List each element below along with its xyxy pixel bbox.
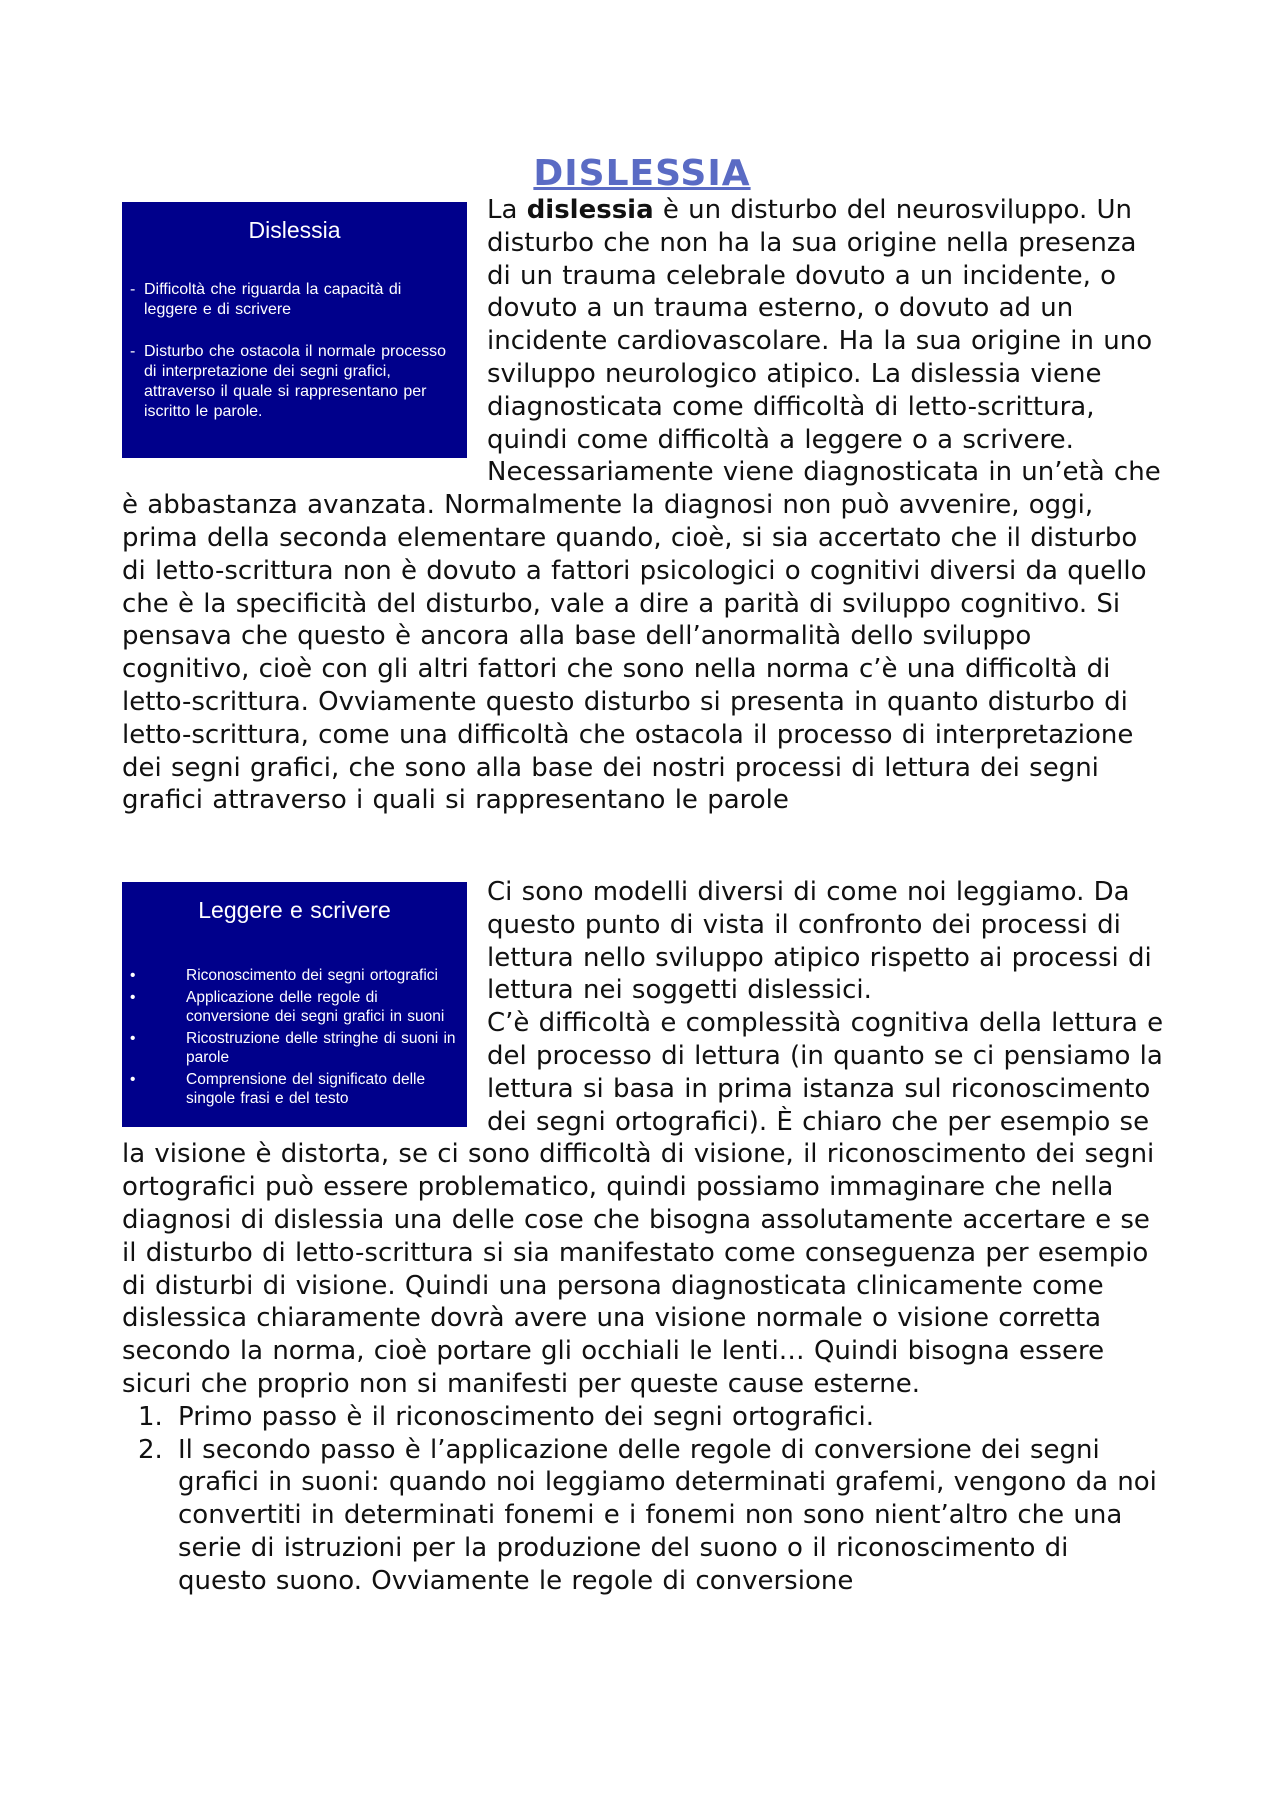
slide-bullet-text: Applicazione delle regole di conversione dei segni grafici in suoni <box>186 988 445 1025</box>
slide-title: Dislessia <box>248 217 341 243</box>
section-leggere-scrivere <box>122 876 1164 1598</box>
slide-bullet-text: Ricostruzione delle stringhe di suoni in parole <box>186 1029 456 1066</box>
slide-title: Leggere e scrivere <box>198 897 391 923</box>
dash-bullet-icon: - <box>130 343 136 360</box>
slide-image-dislessia <box>122 202 467 458</box>
slide-bullet-item <box>130 280 459 320</box>
slide-bullet-item <box>130 1070 459 1109</box>
page-title-text: DISLESSIA <box>533 153 751 194</box>
slide-bullet-text: Difficoltà che riguarda la capacità di leggere e di scrivere <box>144 281 402 318</box>
section-dislessia <box>122 194 1164 817</box>
dot-bullet-icon: • <box>130 1029 136 1047</box>
list-item-number: 1. <box>138 1401 163 1432</box>
dot-bullet-icon: • <box>130 1070 136 1088</box>
slide-bullet-list <box>130 966 459 1109</box>
slide-bullet-text: Riconoscimento dei segni ortografici <box>186 967 438 984</box>
list-item <box>122 1434 1164 1598</box>
numbered-list <box>122 1401 1164 1598</box>
slide-image-leggere-scrivere <box>122 882 467 1127</box>
slide-bullet-item <box>130 966 459 986</box>
dot-bullet-icon: • <box>130 988 136 1006</box>
dot-bullet-icon: • <box>130 967 136 984</box>
paragraph-difficolta: C’è difficoltà e complessità cognitiva della lettura e del processo di lettura (in quanto se ci pensiamo la lettura si basa in prima istanza sul riconoscimento dei segni ortografici). È chiaro che per esempio se la visione è distorta, se ci sono difficoltà di visione, il riconoscimento dei segni ortografici può essere problematico, quindi possiamo immaginare che nella diagnosi di dislessia una delle cose che bisogna assolutamente accertare e se il disturbo di letto-scrittura si sia manifestato come conseguenza per esempio di disturbi di visione. Quindi una persona diagnosticata clinicamente come dislessica chiaramente dovrà avere una visione normale o visione corretta secondo la norma, cioè portare gli occhiali le lenti… Quindi bisogna essere sicuri che proprio non si manifesti per queste cause esterne. <box>122 1008 1164 1399</box>
slide-bullet-item <box>130 342 459 422</box>
list-item-text: Primo passo è il riconoscimento dei segni ortografici. <box>178 1401 875 1432</box>
list-item-text: Il secondo passo è l’applicazione delle regole di conversione dei segni grafici in suoni: quando noi leggiamo determinati grafemi, vengono da noi convertiti in determinati fonemi e i fonemi non sono nient’altro che una serie di istruzioni per la produzione del suono o il riconoscimento di questo suono. Ovviamente le regole di conversione <box>178 1434 1157 1596</box>
slide-bullet-text: Comprensione del significato delle singole frasi e del testo <box>186 1070 426 1107</box>
list-item-number: 2. <box>138 1434 163 1465</box>
list-item <box>122 1401 1164 1434</box>
dash-bullet-icon: - <box>130 281 136 298</box>
slide-bullet-item <box>130 1029 459 1068</box>
bold-term: dislessia <box>526 195 654 225</box>
slide-bullet-list <box>130 280 459 422</box>
paragraph-intro-rest: è un disturbo del neurosviluppo. Un disturbo che non ha la sua origine nella presenza di un trauma celebrale dovuto a un incidente, o dovuto a un trauma esterno, o dovuto ad un incidente cardiovascolare. Ha la sua origine in uno sviluppo neurologico atipico. La dislessia viene diagnosticata come difficoltà di letto-scrittura, quindi come difficoltà a leggere o a scrivere. Necessariamente viene diagnosticata in un’età che è abbastanza avanzata. Normalmente la diagnosi non può avvenire, oggi, prima della seconda elementare quando, cioè, si sia accertato che il disturbo di letto-scrittura non è dovuto a fattori psicologici o cognitivi diversi da quello che è la specificità del disturbo, vale a dire a parità di sviluppo cognitivo. Si pensava che questo è ancora alla base dell’anormalità dello sviluppo cognitivo, cioè con gli altri fattori che sono nella norma c’è una difficoltà di letto-scrittura. Ovviamente questo disturbo si presenta in quanto disturbo di letto-scrittura, come una difficoltà che ostacola il processo di interpretazione dei segni grafici, che sono alla base dei nostri processi di lettura dei segni grafici attraverso i quali si rappresentano le parole <box>122 195 1161 816</box>
page-title <box>0 152 1280 196</box>
slide-bullet-item <box>130 988 459 1027</box>
paragraph-intro-start: La <box>487 195 527 225</box>
paragraph-modelli: Ci sono modelli diversi di come noi leggiamo. Da questo punto di vista il confronto dei processi di lettura nello sviluppo atipico rispetto ai processi di lettura nei soggetti dislessici. <box>487 877 1152 1006</box>
slide-bullet-text: Disturbo che ostacola il normale processo di interpretazione dei segni grafici, attraverso il quale si rappresentano per iscritto le parole. <box>144 343 447 420</box>
